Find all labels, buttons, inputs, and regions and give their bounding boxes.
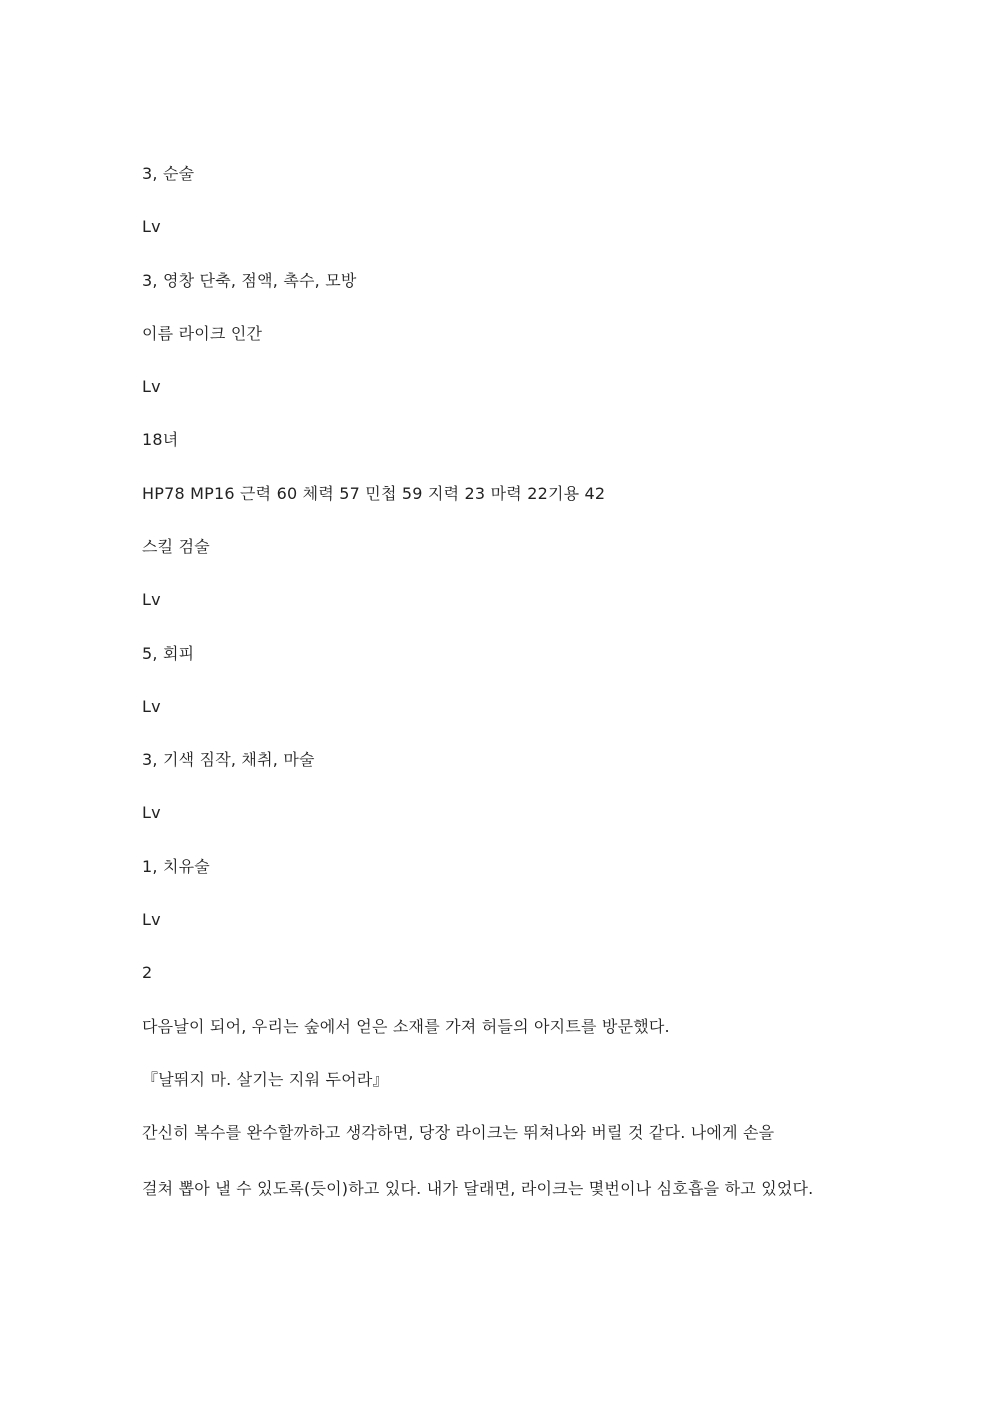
text-line: 3, 기색 짐작, 채취, 마술	[142, 750, 315, 769]
text-line: 1, 치유술	[142, 857, 210, 876]
text-line: Lv	[142, 377, 161, 396]
text-line: 5, 회피	[142, 644, 195, 663]
text-line: Lv	[142, 590, 161, 609]
text-line: Lv	[142, 803, 161, 822]
text-line: 『날뛰지 마. 살기는 지워 두어라』	[142, 1070, 389, 1089]
text-line: 2	[142, 963, 153, 982]
text-line: 18녀	[142, 430, 179, 449]
text-line: Lv	[142, 697, 161, 716]
text-line: Lv	[142, 910, 161, 929]
text-line: 간신히 복수를 완수할까하고 생각하면, 당장 라이크는 뛰쳐나와 버릴 것 같다. 나에게 손을	[142, 1123, 775, 1142]
text-line: 이름 라이크 인간	[142, 324, 263, 343]
text-line: Lv	[142, 217, 161, 236]
text-line: 3, 영창 단축, 점액, 촉수, 모방	[142, 271, 357, 290]
text-line: 다음날이 되어, 우리는 숲에서 얻은 소재를 가져 허들의 아지트를 방문했다.	[142, 1017, 670, 1036]
text-line: HP78 MP16 근력 60 체력 57 민첩 59 지력 23 마력 22기용 42	[142, 484, 606, 503]
text-line: 3, 순술	[142, 164, 195, 183]
text-paragraph: 걸쳐 뽑아 낼 수 있도록(듯이)하고 있다. 내가 달래면, 라이크는 몇번이나 심호흡을 하고 있었다.	[142, 1179, 814, 1198]
text-line: 스킬 검술	[142, 537, 210, 556]
